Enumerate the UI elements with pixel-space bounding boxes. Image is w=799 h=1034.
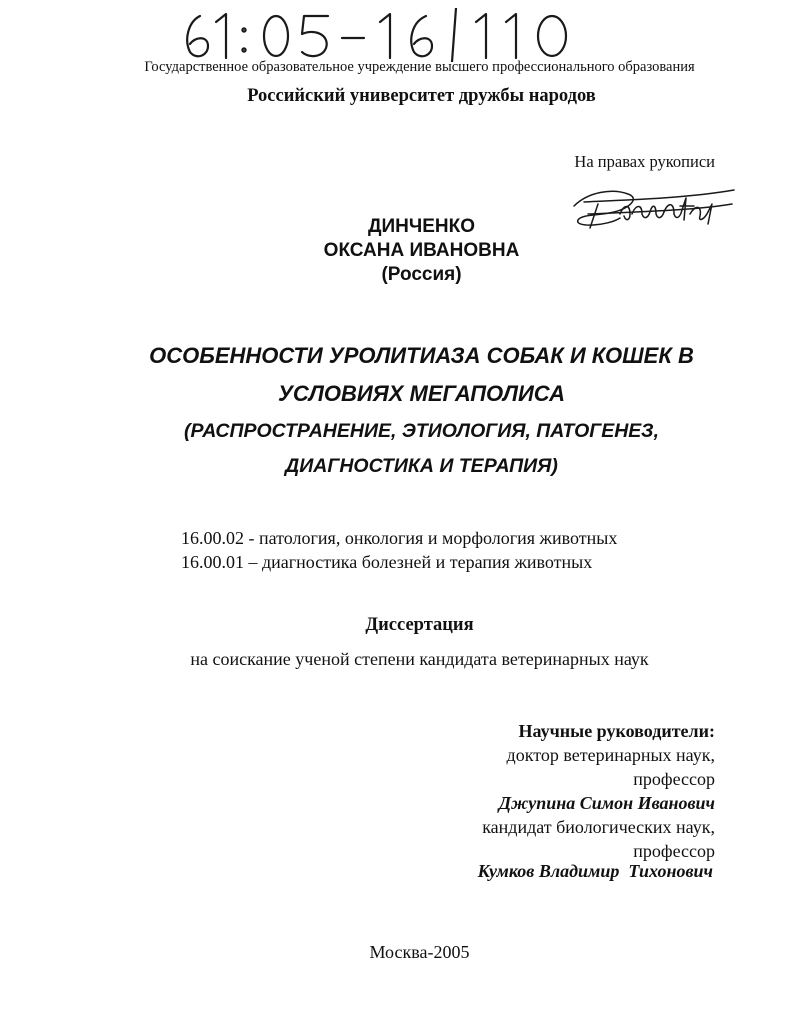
supervisor-2-degree: кандидат биологических наук, — [482, 817, 715, 837]
supervisor-1-name: Джупина Симон Иванович — [498, 793, 715, 813]
dissertation-title-line-2: УСЛОВИЯХ МЕГАПОЛИСА — [277, 381, 566, 406]
dissertation-subtitle-line-2: ДИАГНОСТИКА И ТЕРАПИЯ) — [285, 455, 558, 477]
degree-sought: на соискание ученой степени кандидата ветеринарных наук — [190, 649, 649, 669]
handwritten-archive-number — [180, 8, 600, 62]
author-country: (Россия) — [381, 264, 462, 285]
institution-line: Государственное образовательное учреждение высшего профессионального образования — [144, 59, 695, 75]
manuscript-rights-note: На правах рукописи — [574, 152, 715, 171]
supervisor-2-title: профессор — [633, 841, 715, 861]
document-type: Диссертация — [365, 615, 474, 635]
city-and-year: Москва-2005 — [369, 942, 470, 962]
dissertation-subtitle-line-1: (РАСПРОСТРАНЕНИЕ, ЭТИОЛОГИЯ, ПАТОГЕНЕЗ, — [184, 420, 659, 442]
dissertation-title-line-1: ОСОБЕННОСТИ УРОЛИТИАЗА СОБАК И КОШЕК В — [149, 343, 694, 368]
university-name: Российский университет дружбы народов — [247, 86, 596, 106]
specialty-code-line: 16.00.02 - патология, онкология и морфология животных — [181, 528, 618, 548]
supervisors-heading: Научные руководители: — [518, 721, 715, 741]
supervisor-2-name: Кумков Владимир Тихонович — [477, 861, 713, 881]
supervisor-1-degree: доктор ветеринарных наук, — [506, 745, 715, 765]
author-given-name: ОКСАНА ИВАНОВНА — [323, 240, 520, 261]
supervisor-1-title: профессор — [633, 769, 715, 789]
specialty-code-line: 16.00.01 – диагностика болезней и терапия животных — [181, 552, 593, 572]
author-surname: ДИНЧЕНКО — [367, 216, 476, 237]
